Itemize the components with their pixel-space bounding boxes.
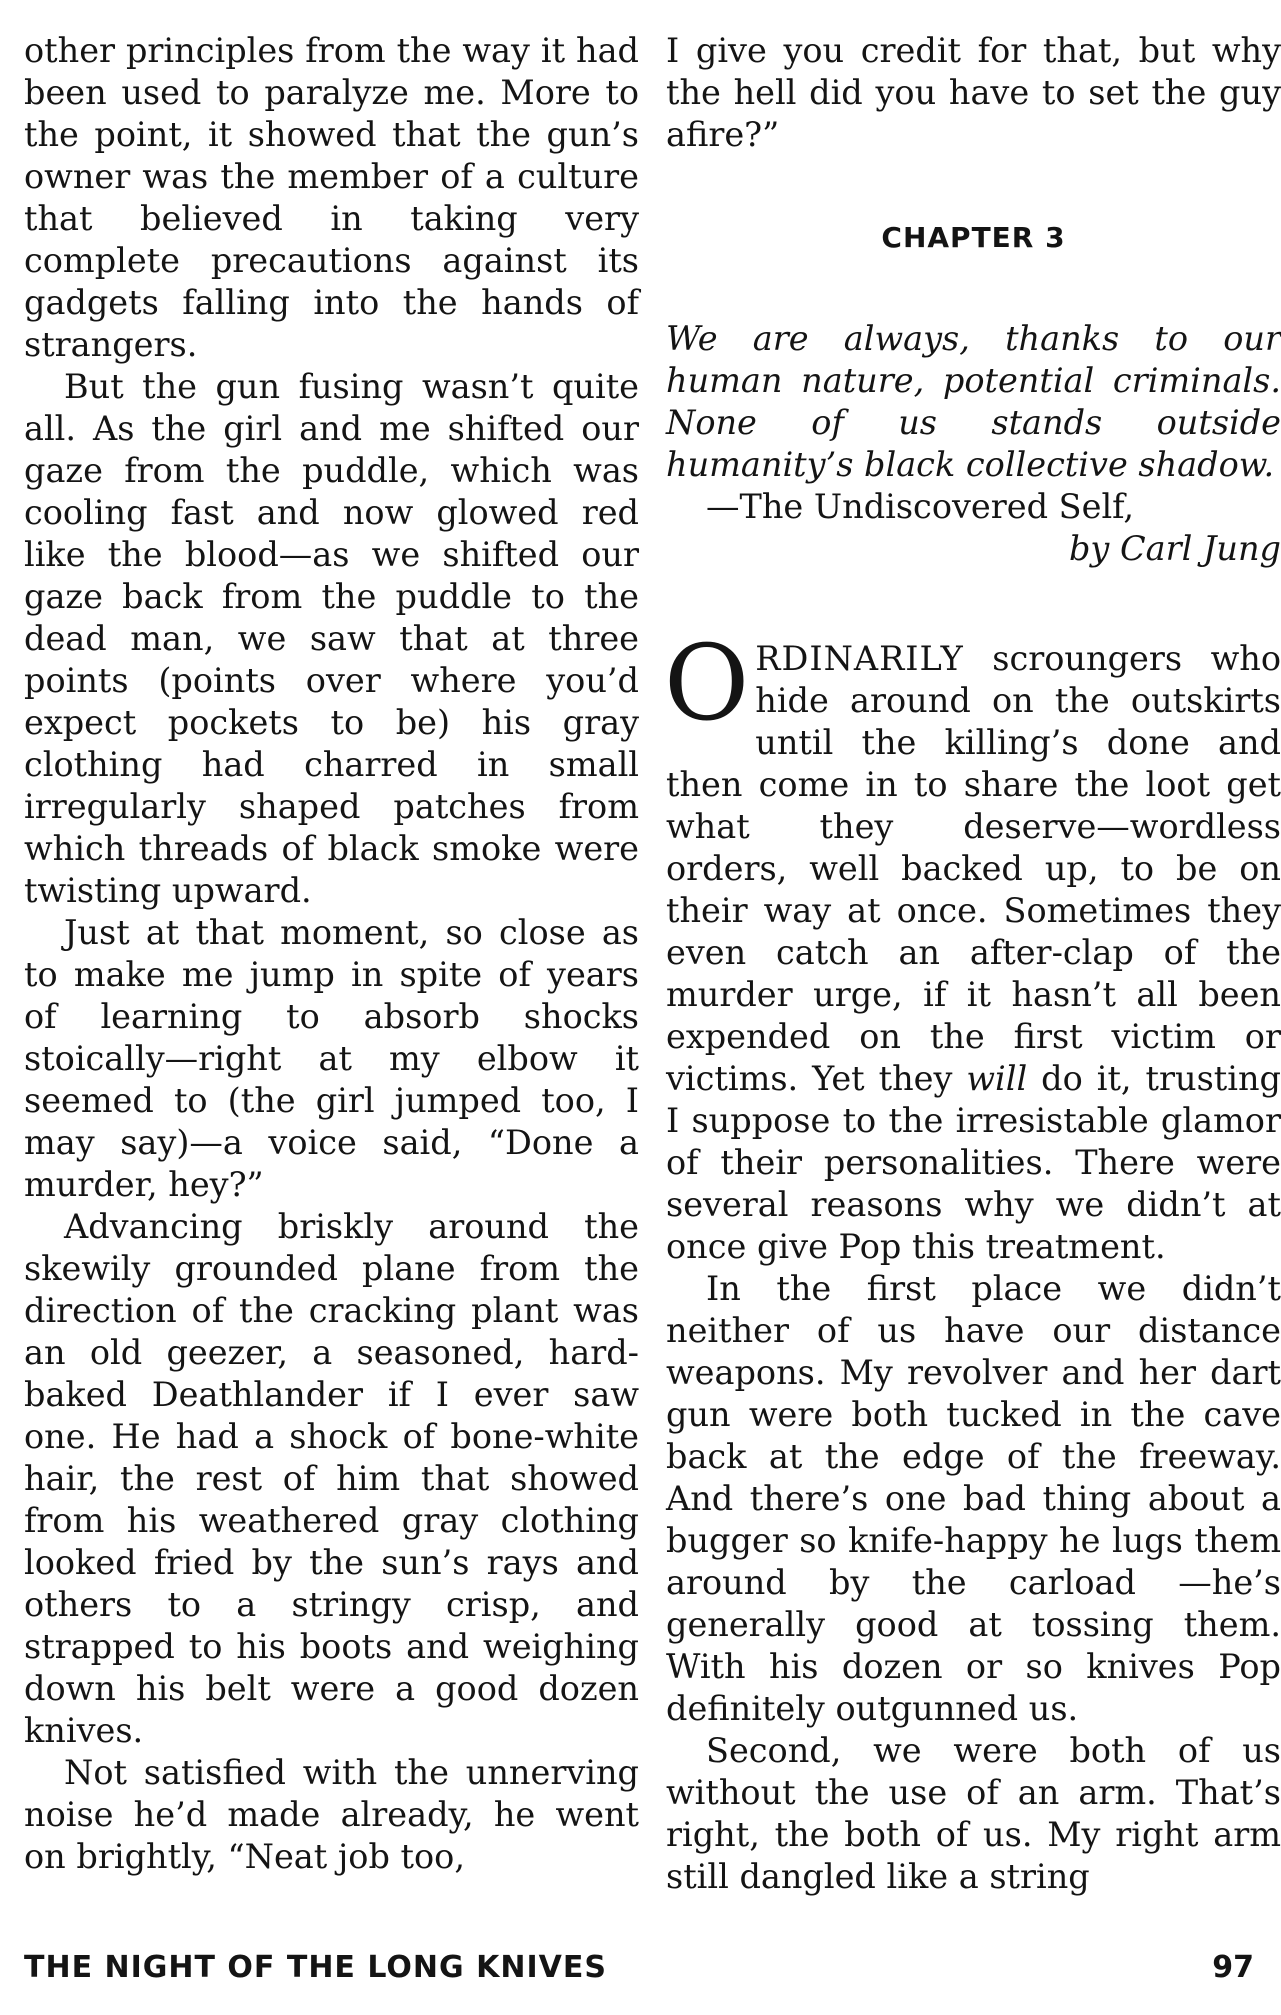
page-footer — [24, 1945, 1254, 1991]
paragraph: In the first place we didn’t neither of us have our distance weapons. My revolver and her dart gun were both tucked in the cave back at the edge of the freeway. And there’s one bad thing about a bugger so knife-happy he lugs them around by the carload —he’s generally good at tossing them. With his dozen or so knives Pop definitely outgunned us. — [666, 1269, 1281, 1728]
right-column — [666, 30, 1281, 1898]
paragraph: other principles from the way it had been used to paralyze me. More to the point, it showed that the gun’s owner was the member of a culture that believed in taking very complete precautions against its gadgets falling into the hands of strangers. — [24, 31, 639, 364]
paragraph: Not satisfied with the unnerving noise he’d made already, he went on brightly, “Neat job too, — [24, 1753, 639, 1876]
chapter-heading: CHAPTER 3 — [881, 221, 1066, 254]
opening-tail: do it, trusting I suppose to the irresistable glamor of their personalities. There were several reasons why we didn’t at once give Pop this treatment. — [666, 1059, 1281, 1266]
left-column — [24, 30, 639, 1878]
epigraph-attribution — [666, 486, 1281, 570]
page-number: 97 — [1212, 1950, 1254, 1985]
epigraph: We are always, thanks to our human nature, potential criminals. None of us stands outside humanity’s black collective shadow. — [666, 319, 1281, 484]
paragraph: Advancing briskly around the skewily grounded plane from the direction of the cracking plant was an old geezer, a seasoned, hard-baked Deathlander if I ever saw one. He had a shock of bone-white hair, the rest of him that showed from his weathered gray clothing looked fried by the sun’s rays and others to a stringy crisp, and strapped to his boots and weighing down his belt were a good dozen knives. — [24, 1207, 639, 1750]
attribution-author: by Carl Jung — [1068, 529, 1281, 568]
attribution-source: —The Undiscovered Self, — [706, 487, 1135, 526]
opening-smallcaps: RDINARILY — [755, 639, 964, 678]
emphasis-text: will — [966, 1059, 1028, 1098]
paragraph: Just at that moment, so close as to make me jump in spite of years of learning to absorb shocks stoically—right at my elbow it seemed to (the girl jumped too, I may say)—a voice said, “Done a murder, hey?” — [24, 913, 639, 1204]
opening-text: scroungers who hide around on the outskirts until the killing’s done and then come in to share the loot get what they deserve—wordless orders, well backed up, to be on their way at once. Sometimes they even catch an after-clap of the murder urge, if it hasn’t all been expended on the first victim or victims. Yet they — [666, 639, 1281, 1098]
opening-paragraph — [664, 622, 1281, 1268]
paragraph: Second, we were both of us without the use of an arm. That’s right, the both of us. My right arm still dangled like a string — [666, 1731, 1281, 1896]
continued-paragraph: I give you credit for that, but why the hell did you have to set the guy afire?” — [666, 31, 1281, 154]
drop-cap: O — [664, 622, 750, 744]
running-title: THE NIGHT OF THE LONG KNIVES — [24, 1950, 607, 1985]
paragraph: But the gun fusing wasn’t quite all. As the girl and me shifted our gaze from the puddle, which was cooling fast and now glowed red like the blood—as we shifted our gaze back from the puddle to the dead man, we saw that at three points (points over where you’d expect pockets to be) his gray clothing had charred in small irregularly shaped patches from which threads of black smoke were twisting upward. — [24, 367, 639, 910]
